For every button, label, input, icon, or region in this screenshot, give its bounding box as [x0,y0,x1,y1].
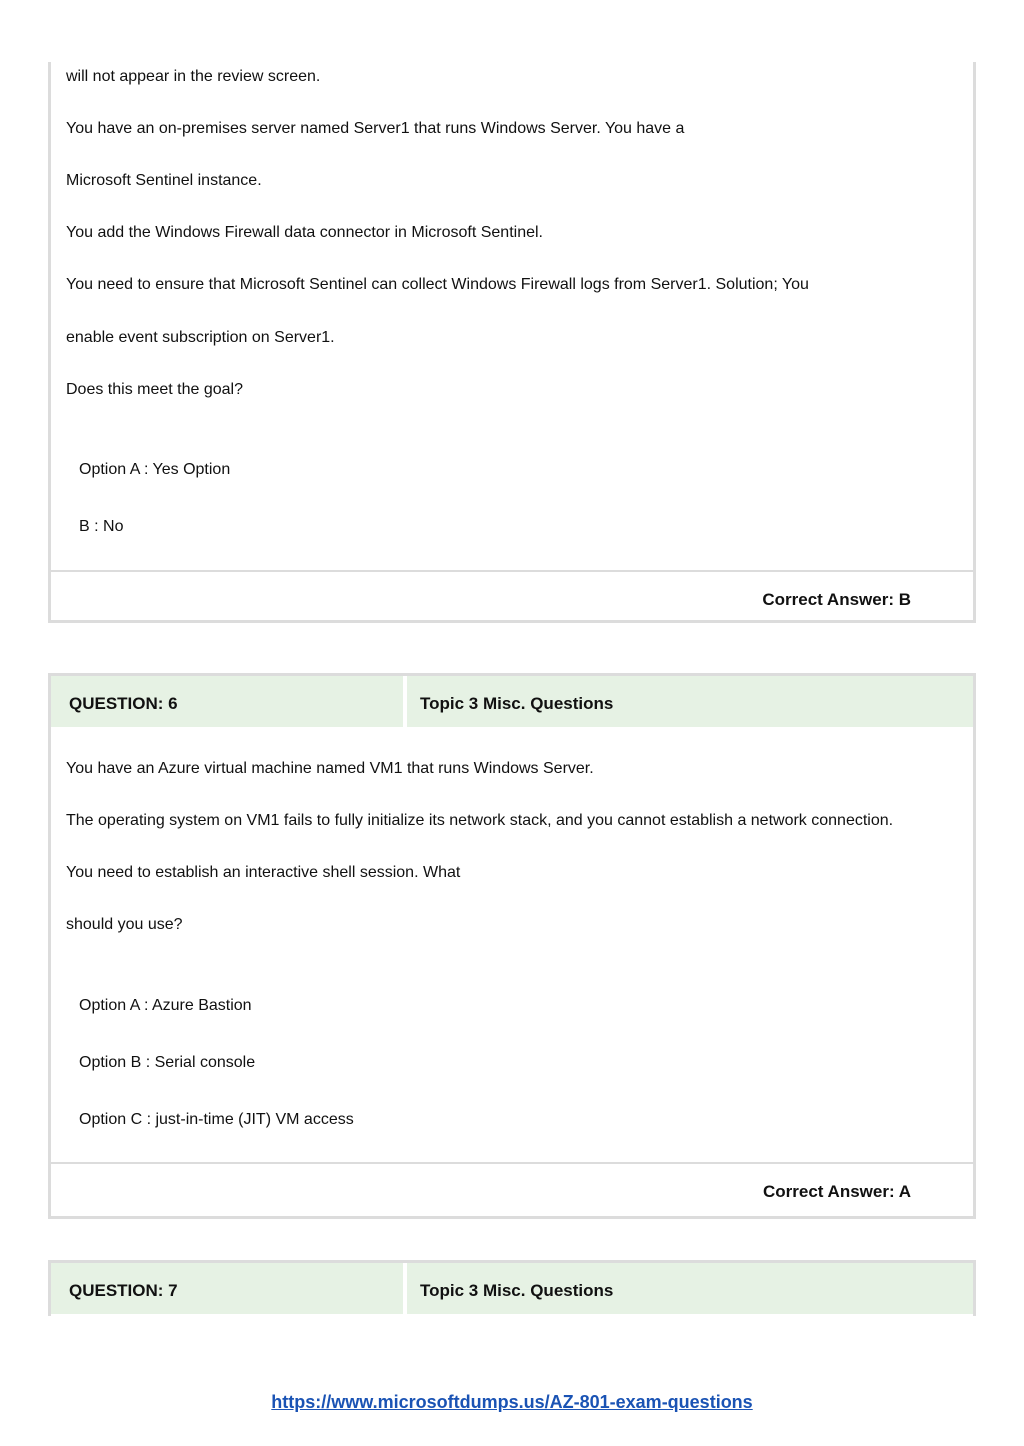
question-text-line: You need to ensure that Microsoft Sentinel can collect Windows Firewall logs from Server1. Solution; You [66,276,809,293]
question-text-line: enable event subscription on Server1. [66,329,335,346]
question-text-line: will not appear in the review screen. [66,68,321,85]
answer-divider [51,570,973,572]
question-text-line: Microsoft Sentinel instance. [66,172,262,189]
question-number: QUESTION: 7 [69,1281,178,1300]
question-card-7 [48,1260,976,1316]
question-text-line: The operating system on VM1 fails to fully initialize its network stack, and you cannot establish a network connection. [66,812,894,829]
correct-answer: Correct Answer: A [763,1182,911,1201]
header-divider [403,1263,407,1314]
question-text-line: You add the Windows Firewall data connector in Microsoft Sentinel. [66,224,543,241]
answer-option: B : No [79,518,124,535]
question-text-line: should you use? [66,916,183,933]
answer-option: Option A : Azure Bastion [79,997,252,1014]
question-text-line: Does this meet the goal? [66,381,243,398]
question-header [51,1263,973,1314]
question-topic: Topic 3 Misc. Questions [420,694,614,713]
question-topic: Topic 3 Misc. Questions [420,1281,614,1300]
answer-option: Option C : just-in-time (JIT) VM access [79,1111,354,1128]
answer-option: Option B : Serial console [79,1054,256,1071]
footer-exam-link[interactable]: https://www.microsoftdumps.us/AZ-801-exam-questions [271,1392,753,1412]
question-text-line: You need to establish an interactive shell session. What [66,864,461,881]
question-card-6 [48,673,976,1219]
question-header [51,676,973,727]
question-number: QUESTION: 6 [69,694,178,713]
correct-answer: Correct Answer: B [762,590,911,609]
header-divider [403,676,407,727]
answer-option: Option A : Yes Option [79,461,231,478]
question-card-continued [48,62,976,623]
question-text-line: You have an Azure virtual machine named VM1 that runs Windows Server. [66,760,594,777]
answer-divider [51,1162,973,1164]
question-text-line: You have an on-premises server named Server1 that runs Windows Server. You have a [66,120,685,137]
